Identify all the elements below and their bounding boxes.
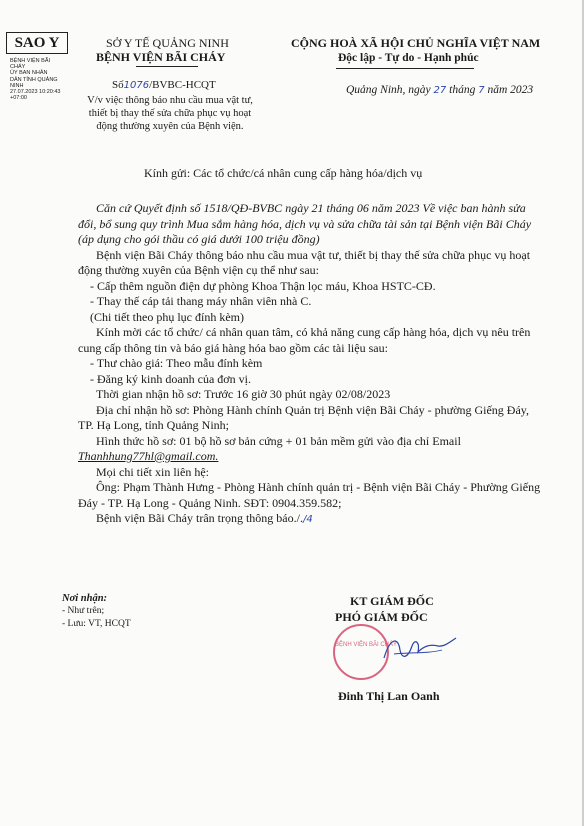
submission-format: Hình thức hồ sơ: 01 bộ hồ sơ bản cứng + 01 bản mềm gửi vào địa chỉ Email [96, 433, 461, 448]
stamp-line: 27.07.2023 10:20:43 [10, 89, 61, 96]
item-1: - Cấp thêm nguồn điện dự phòng Khoa Thận lọc máu, Khoa HSTC-CĐ. [90, 278, 436, 293]
recipients-title: Nơi nhận: [62, 593, 108, 604]
official-seal: BỆNH VIỆN BÃI CHÁY [333, 624, 389, 680]
contact-intro: Mọi chi tiết xin liên hệ: [96, 464, 209, 479]
invite-paragraph: Kính mời các tổ chức/ cá nhân quan tâm, có khả năng cung cấp hàng hóa, dịch vụ nêu trên cung cấp thông tin và báo giá hàng hóa bao gồm các tài liệu sau: [78, 325, 531, 355]
greeting: Kính gửi: Các tổ chức/cá nhân cung cấp hàng hóa/dịch vụ [144, 166, 423, 180]
legal-basis: Căn cứ Quyết định số 1518/QĐ-BVBC ngày 21 tháng 06 năm 2023 Về việc ban hành sửa đổi, bổ sung quy trình Mua sắm hàng hóa, dịch vụ và sửa chữa tài sản tại Bệnh viện Bãi Cháy (áp dụng cho gói thầu có giá dưới 100 triệu đồng) [78, 201, 532, 246]
doc-no-suffix: /BVBC-HCQT [149, 79, 216, 91]
signer-name: Đinh Thị Lan Oanh [338, 689, 440, 703]
signer-position: PHÓ GIÁM ĐỐC [335, 610, 428, 624]
item-2: - Thay thế cáp tải thang máy nhân viên nhà C. [90, 294, 312, 308]
email-link[interactable]: Thanhhung77hl@gmail.com. [78, 449, 219, 463]
handwritten-signature [380, 628, 460, 668]
submission-address: Địa chỉ nhận hồ sơ: Phòng Hành chính Quản trị Bệnh viện Bãi Cháy - phường Giếng Đáy, TP. Hạ Long, tỉnh Quảng Ninh; [78, 402, 530, 432]
appendix-note: (Chi tiết theo phụ lục đính kèm) [90, 309, 244, 324]
date-mid: tháng [449, 84, 476, 96]
stamp-line: DÂN TỈNH QUẢNG [10, 76, 58, 83]
national-motto: Độc lập - Tự do - Hạnh phúc [338, 52, 479, 64]
deadline: Thời gian nhận hồ sơ: Trước 16 giờ 30 phút ngày 02/08/2023 [96, 387, 391, 401]
date-day-handwritten: 27 [433, 85, 447, 96]
stamp-line: NINH [10, 82, 24, 89]
motto-underline [336, 68, 474, 69]
stamp-line: ỦY BAN NHÂN [10, 70, 48, 77]
document-req-1: - Thư chào giá: Theo mẫu đính kèm [90, 356, 263, 370]
date-prefix: Quảng Ninh, ngày [346, 84, 431, 96]
parent-organization: SỞ Y TẾ QUẢNG NINH [106, 36, 229, 50]
stamp-line: BỆNH VIỆN BÃI [10, 58, 51, 64]
doc-no-prefix: Số [112, 79, 124, 91]
org-underline [136, 66, 198, 67]
closing-line [78, 511, 544, 528]
document-date [346, 84, 533, 96]
document-body [78, 201, 544, 528]
date-suffix: năm 2023 [487, 84, 534, 96]
organization-name: BỆNH VIỆN BÃI CHÁY [96, 50, 226, 64]
digital-signature-stamp [10, 58, 60, 101]
doc-no-handwritten: 1076 [123, 80, 150, 91]
recipient-item: - Như trên; [62, 606, 105, 616]
date-month-handwritten: 7 [478, 85, 485, 96]
contact-details: Ông: Phạm Thành Hưng - Phòng Hành chính quản trị - Bệnh viện Bãi Cháy - Phường Giếng Đáy - TP. Hạ Long - Quảng Ninh. SĐT: 0904.359.582; [78, 480, 541, 510]
closing-initial-mark: /4 [302, 514, 313, 525]
copy-mark-box: SAO Y [6, 32, 68, 54]
stamp-line: CHÁY [10, 64, 26, 71]
intro-paragraph: Bệnh viện Bãi Cháy thông báo nhu cầu mua vật tư, thiết bị thay thế sửa chữa phục vụ hoạt động thường xuyên của Bệnh viện cụ thể như sau: [78, 247, 531, 277]
stamp-line: +07:00 [10, 95, 27, 102]
national-title: CỘNG HOÀ XÃ HỘI CHỦ NGHĨA VIỆT NAM [291, 36, 541, 50]
document-req-2: - Đăng ký kinh doanh của đơn vị. [90, 371, 251, 386]
signer-title: KT GIÁM ĐỐC [350, 594, 434, 608]
document-number [112, 79, 216, 91]
closing-text: Bệnh viện Bãi Cháy trân trọng thông báo./. [96, 511, 303, 525]
document-subject: V/v việc thông báo nhu cầu mua vật tư, thiết bị thay thế sửa chữa phục vụ hoạt động thường xuyên của Bệnh viện. [87, 95, 253, 132]
email-line [78, 449, 544, 465]
recipient-item: - Lưu: VT, HCQT [62, 619, 131, 629]
